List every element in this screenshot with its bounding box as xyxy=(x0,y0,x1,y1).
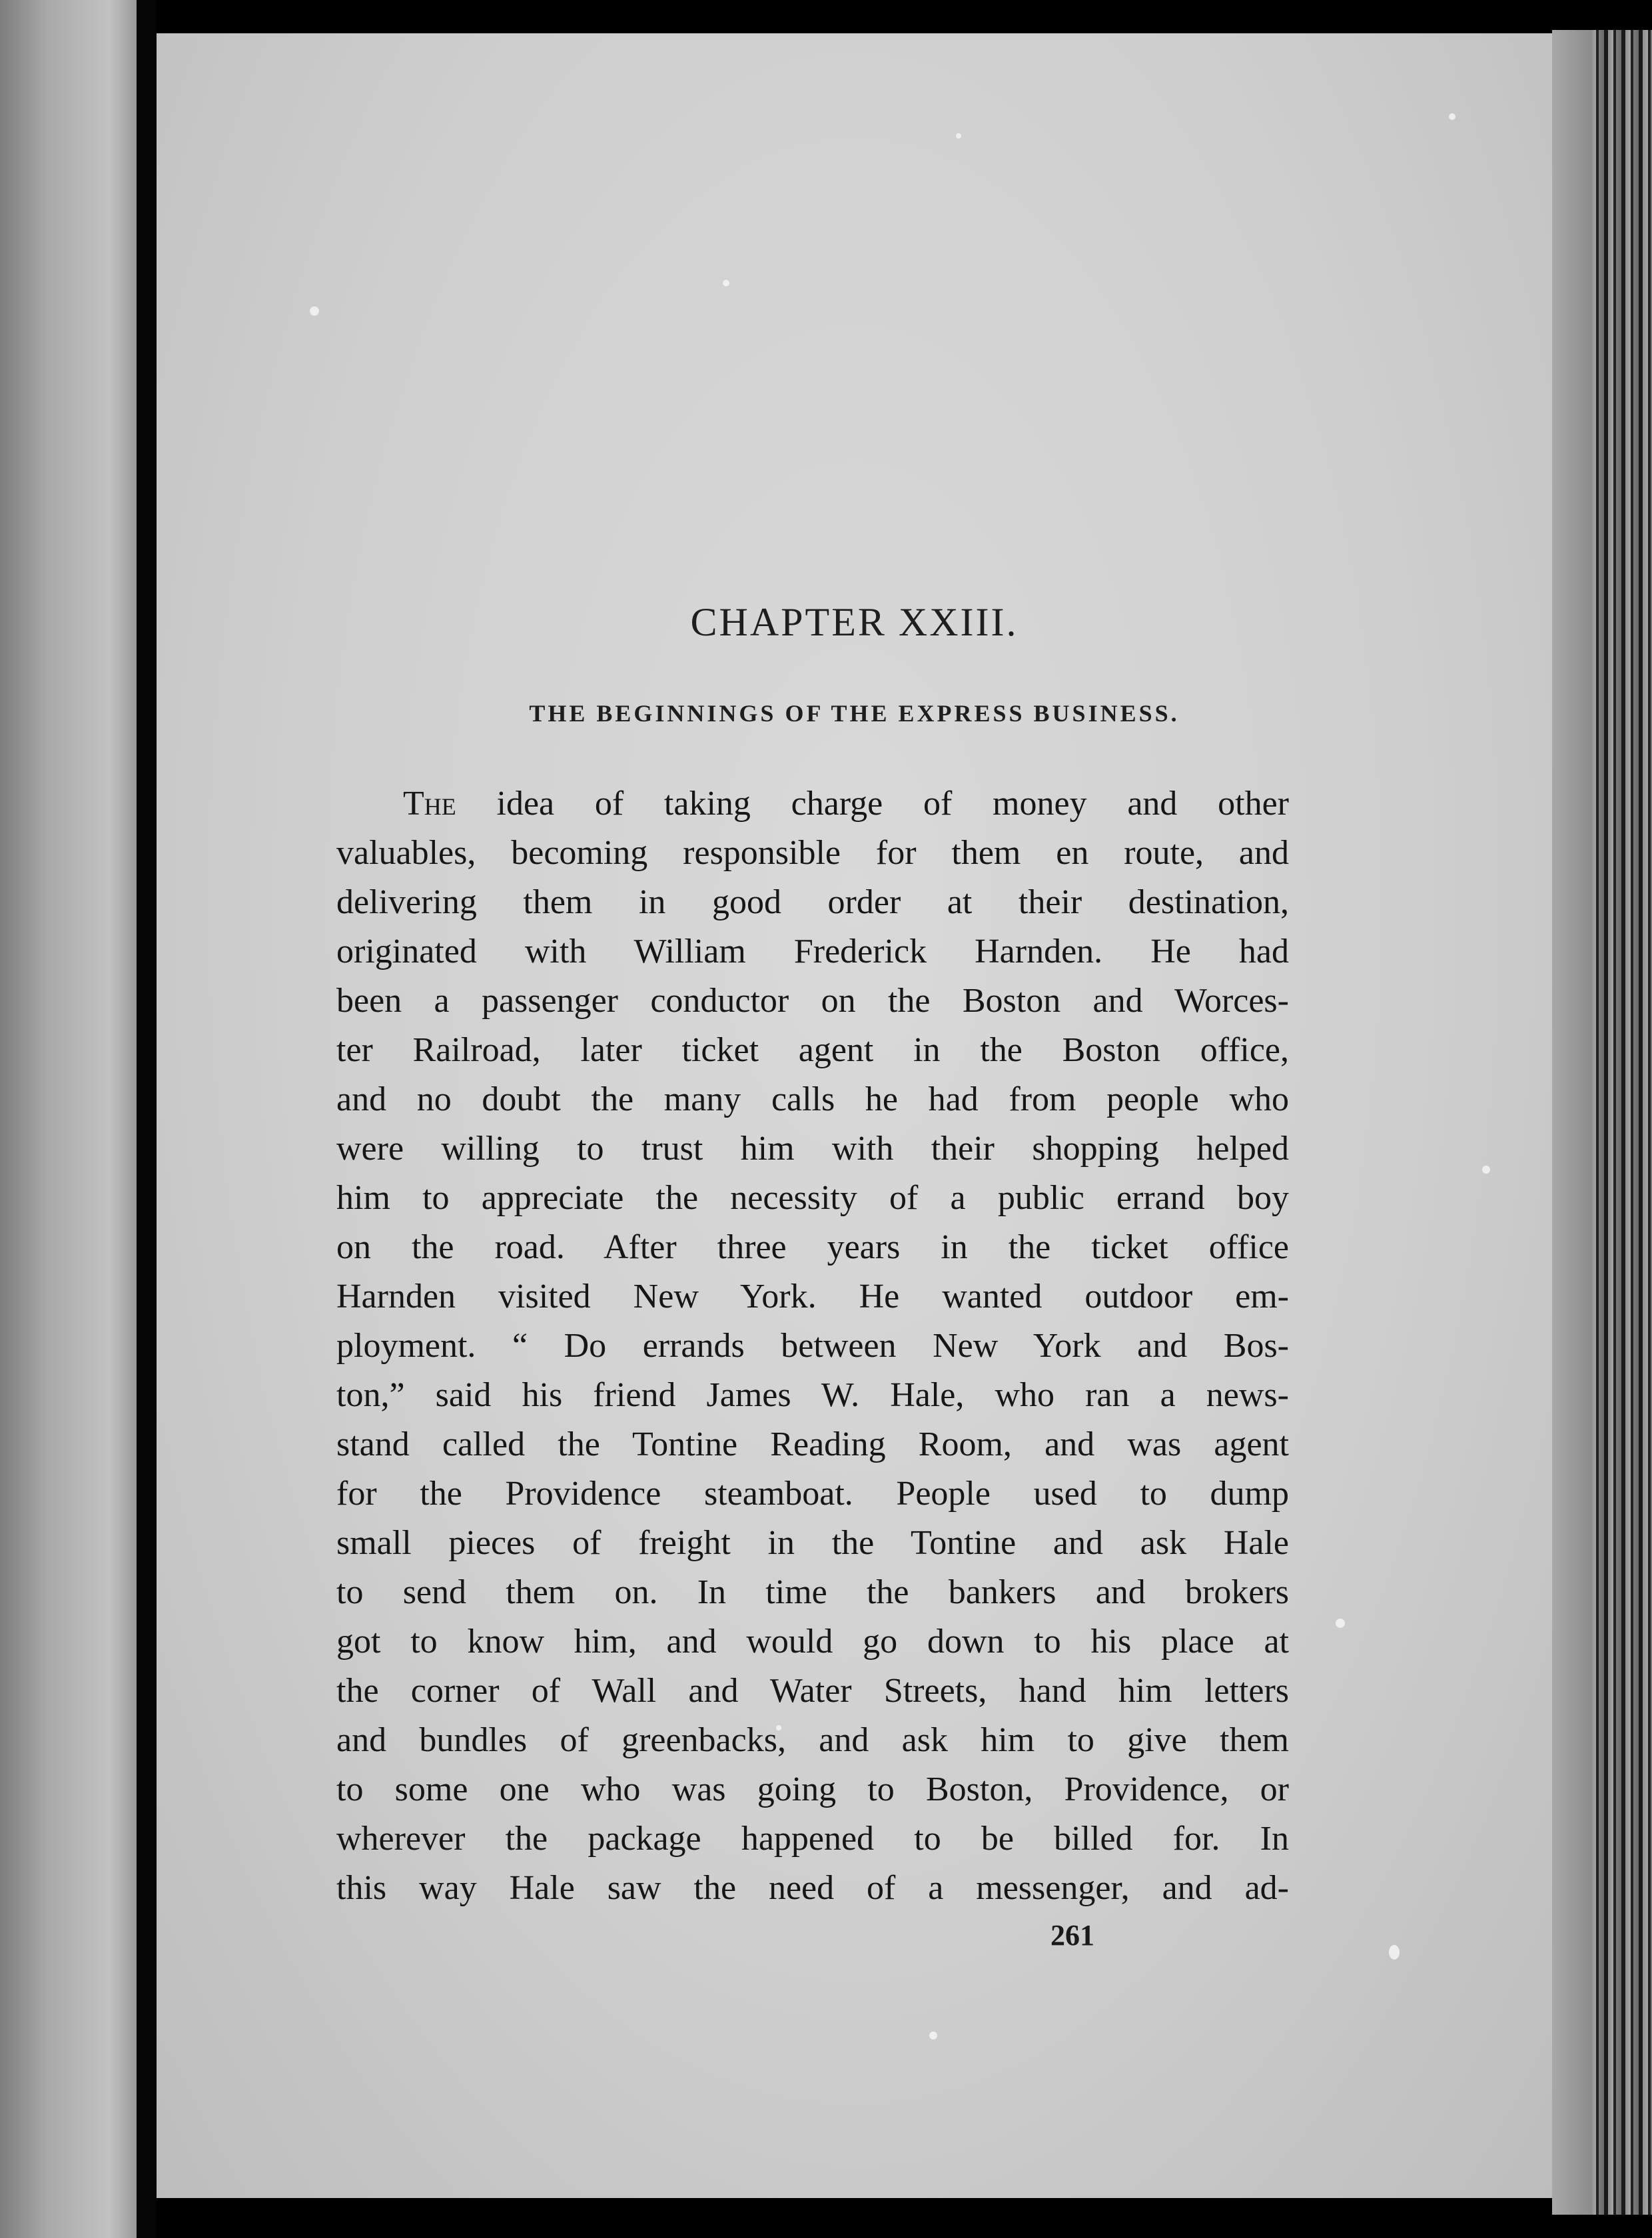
text-line: and no doubt the many calls he had from people who xyxy=(336,1080,1289,1118)
text-line: valuables, becoming responsible for them en route, and xyxy=(336,834,1289,872)
text-line: stand called the Tontine Reading Room, and was agent xyxy=(336,1425,1289,1463)
text-line: Harnden visited New York. He wanted outdoor em- xyxy=(336,1278,1289,1315)
chapter-subtitle: THE BEGINNINGS OF THE EXPRESS BUSINESS. xyxy=(529,700,1180,727)
paper-speck xyxy=(1389,1945,1400,1960)
text-line: the corner of Wall and Water Streets, hand him letters xyxy=(336,1672,1289,1710)
text-line: small pieces of freight in the Tontine and ask Hale xyxy=(336,1524,1289,1562)
facing-page-edge xyxy=(0,0,137,2238)
paper-speck xyxy=(956,133,961,139)
chapter-heading: CHAPTER XXIII. xyxy=(690,600,1019,644)
paper-speck xyxy=(310,306,319,316)
page-stack-edges xyxy=(1552,30,1652,2215)
paper-speck xyxy=(1449,113,1455,120)
lead-word: The xyxy=(403,785,456,823)
text-line: to some one who was going to Boston, Providence, or xyxy=(336,1770,1289,1808)
page-edge-shade xyxy=(1552,30,1592,2215)
text-line: on the road. After three years in the ticket office xyxy=(336,1228,1289,1266)
paper-speck xyxy=(1336,1619,1345,1628)
text-line: this way Hale saw the need of a messenger, and ad- xyxy=(336,1869,1289,1907)
text-line: him to appreciate the necessity of a public errand boy xyxy=(336,1179,1289,1217)
text-line: for the Providence steamboat. People used to dump xyxy=(336,1475,1289,1513)
paper-speck xyxy=(1482,1166,1490,1174)
text-line: and bundles of greenbacks, and ask him to give them xyxy=(336,1721,1289,1759)
text-line: got to know him, and would go down to his place at xyxy=(336,1623,1289,1661)
paper-speck xyxy=(723,280,729,286)
text-line: originated with William Frederick Harnden. He had xyxy=(336,932,1289,970)
text-line: to send them on. In time the bankers and brokers xyxy=(336,1573,1289,1611)
binding-gutter xyxy=(137,0,157,2238)
chapter-body xyxy=(336,779,1289,1913)
text-line: were willing to trust him with their shopping helped xyxy=(336,1130,1289,1168)
page-number: 261 xyxy=(1050,1919,1094,1952)
paper-speck xyxy=(929,2032,937,2040)
text-line: ton,” said his friend James W. Hale, who ran a news- xyxy=(336,1376,1289,1414)
text-line: ter Railroad, later ticket agent in the Boston office, xyxy=(336,1031,1289,1069)
text-line: delivering them in good order at their destination, xyxy=(336,883,1289,921)
text-line: wherever the package happened to be billed for. In xyxy=(336,1820,1289,1858)
text-line: ployment. “ Do errands between New York and Bos- xyxy=(336,1327,1289,1365)
text-line: The idea of taking charge of money and other xyxy=(403,785,1289,823)
text-line: been a passenger conductor on the Boston and Worces- xyxy=(336,982,1289,1020)
